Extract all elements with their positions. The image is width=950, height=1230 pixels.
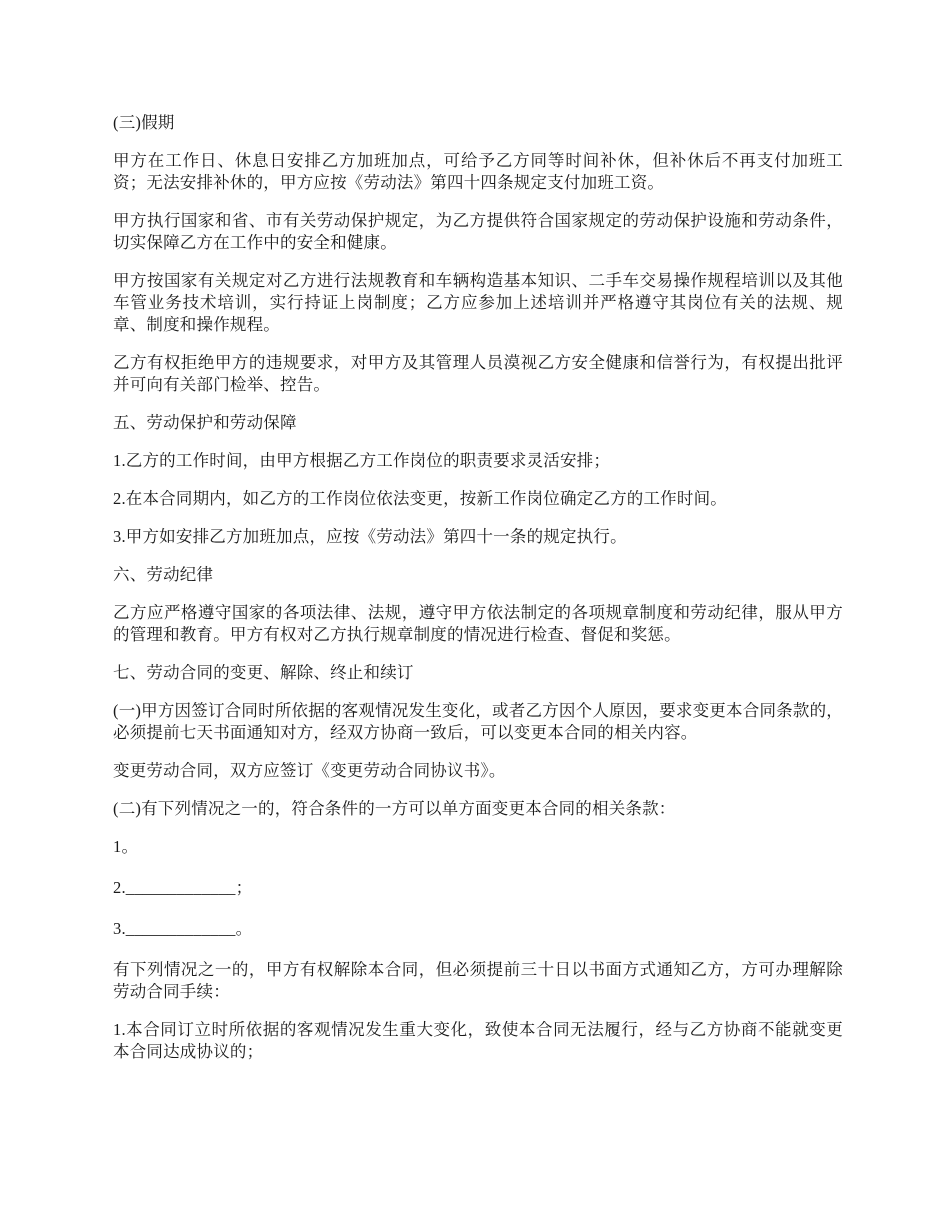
paragraph-right-to-refuse: 乙方有权拒绝甲方的违规要求，对甲方及其管理人员漠视乙方安全健康和信誉行为，有权提出批评并可向有关部门检举、控告。: [113, 353, 843, 394]
list-item-blank-1: 1。: [113, 837, 139, 856]
list-item-working-time-2: 2.在本合同期内，如乙方的工作岗位依法变更，按新工作岗位确定乙方的工作时间。: [113, 489, 727, 508]
section-heading-contract-changes: 七、劳动合同的变更、解除、终止和续订: [113, 663, 414, 682]
paragraph-overtime-compensation: 甲方在工作日、休息日安排乙方加班加点，可给予乙方同等时间补休，但补休后不再支付加班工资；无法安排补休的，甲方应按《劳动法》第四十四条规定支付加班工资。: [113, 151, 843, 192]
paragraph-labor-protection: 甲方执行国家和省、市有关劳动保护规定，为乙方提供符合国家规定的劳动保护设施和劳动条件，切实保障乙方在工作中的安全和健康。: [113, 211, 843, 252]
section-heading-discipline: 六、劳动纪律: [113, 565, 214, 584]
document-page: [113, 112, 843, 1079]
paragraph-discipline: 乙方应严格遵守国家的各项法律、法规，遵守甲方依法制定的各项规章制度和劳动纪律，服从甲方的管理和教育。甲方有权对乙方执行规章制度的情况进行检查、督促和奖惩。: [113, 603, 843, 644]
section-heading-holidays: (三)假期: [113, 113, 175, 132]
paragraph-training: 甲方按国家有关规定对乙方进行法规教育和车辆构造基本知识、二手车交易操作规程培训以及其他车管业务技术培训，实行持证上岗制度；乙方应参加上述培训并严格遵守其岗位有关的法规、规章、制度和操作规程。: [113, 271, 843, 334]
list-item-termination-1: 1.本合同订立时所依据的客观情况发生重大变化，致使本合同无法履行，经与乙方协商不能就变更本合同达成协议的；: [113, 1020, 843, 1061]
list-item-blank-3: 3._____________。: [113, 919, 253, 938]
paragraph-change-agreement-doc: 变更劳动合同，双方应签订《变更劳动合同协议书》。: [113, 761, 506, 780]
paragraph-unilateral-change: (二)有下列情况之一的，符合条件的一方可以单方面变更本合同的相关条款：: [113, 799, 676, 818]
list-item-working-time-1: 1.乙方的工作时间，由甲方根据乙方工作岗位的职责要求灵活安排；: [113, 451, 611, 470]
paragraph-change-by-agreement: (一)甲方因签订合同时所依据的客观情况发生变化，或者乙方因个人原因，要求变更本合同条款的，必须提前七天书面通知对方，经双方协商一致后，可以变更本合同的相关内容。: [113, 701, 843, 742]
paragraph-termination-by-employer: 有下列情况之一的，甲方有权解除本合同，但必须提前三十日以书面方式通知乙方，方可办理解除劳动合同手续：: [113, 960, 843, 1001]
list-item-blank-2: 2._____________；: [113, 878, 253, 897]
list-item-working-time-3: 3.甲方如安排乙方加班加点，应按《劳动法》第四十一条的规定执行。: [113, 527, 627, 546]
section-heading-labor-protection: 五、劳动保护和劳动保障: [113, 413, 297, 432]
